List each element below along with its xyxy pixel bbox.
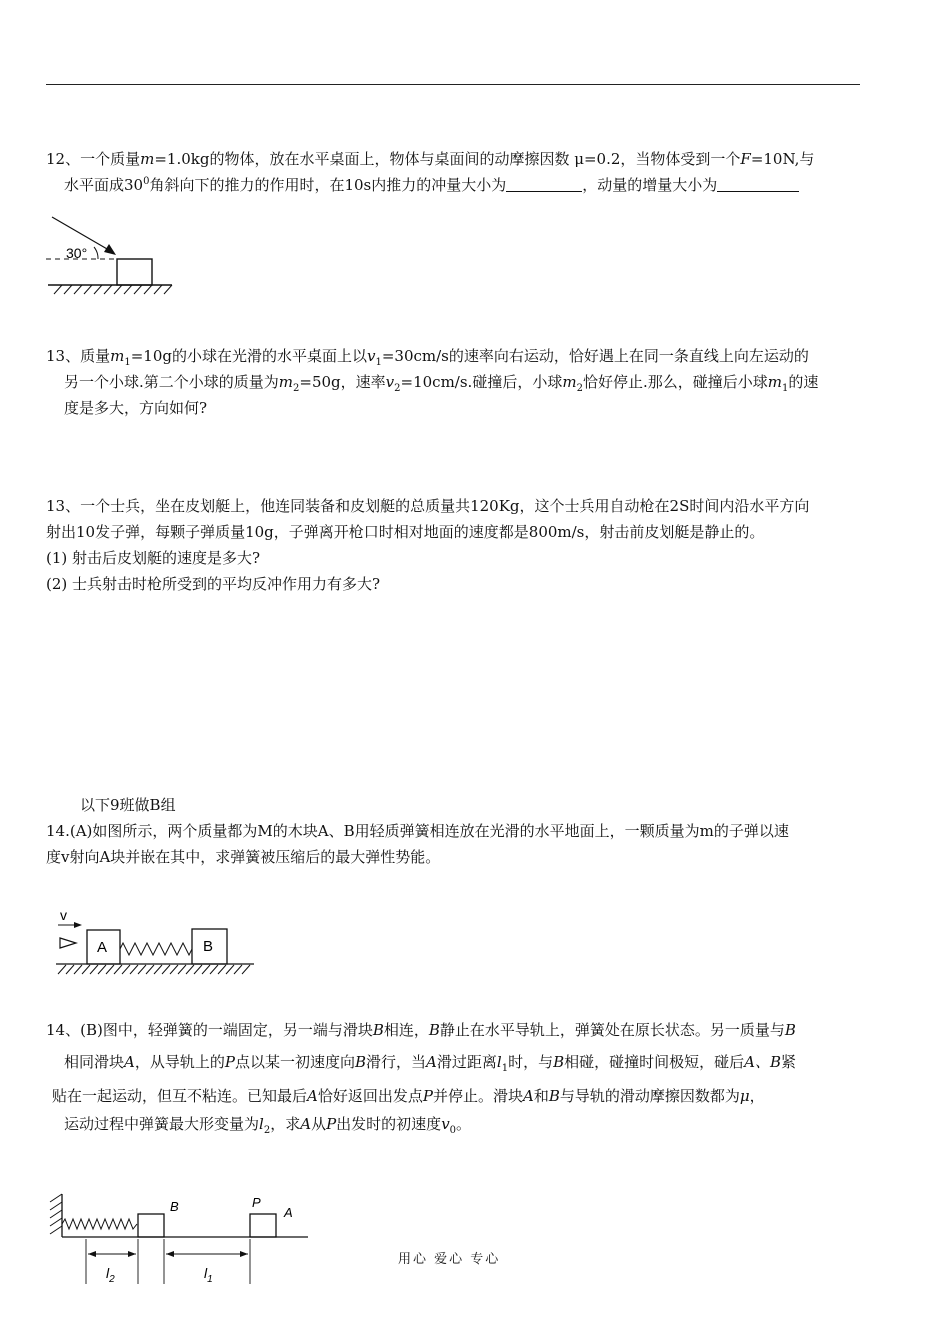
q13a-line-1: 13、质量$m_1=10g$的小球在光滑的水平桌面上以$v_1=30cm/s$的速率向右运动，恰好遇上在同一条直线上向左运动的 (46, 347, 809, 368)
arrow-left-icon (88, 1251, 96, 1257)
arrow-right-icon (240, 1251, 248, 1257)
point-p-label: P (252, 1195, 261, 1210)
question-12 (46, 146, 862, 198)
header-rule (46, 84, 860, 85)
q12-figure (40, 215, 180, 300)
q14a-line-2: 度v射向A块并嵌在其中，求弹簧被压缩后的最大弹性势能。 (46, 848, 441, 866)
q13b-line-1: 13、一个士兵，坐在皮划艇上，他连同装备和皮划艇的总质量共120Kg，这个士兵用自动枪在2S时间内沿水平方向 (46, 497, 810, 515)
question-14-a (46, 818, 862, 870)
q12-line-1: 12、一个质量m=1.0kg的物体，放在水平桌面上，物体与桌面间的动摩擦因数 μ=0.2，当物体受到一个F=10N,与 (46, 150, 815, 168)
q14b-line-3: 贴在一起运动，但互不粘连。已知最后A恰好返回出发点P并停止。滑块A和B与导轨的滑动摩擦因数都为μ， (52, 1087, 765, 1105)
q14b-line-4: 运动过程中弹簧最大形变量为$l_2$，求A从P出发时的初速度$v_0$。 (64, 1115, 472, 1136)
spring (120, 943, 192, 955)
velocity-arrow-head-icon (74, 922, 82, 928)
page-footer: 用心 爱心 专心 (398, 1252, 501, 1267)
q14b-figure (46, 1192, 314, 1284)
arrow-head-icon (104, 244, 116, 255)
wall-hatching (50, 1194, 62, 1234)
question-14-b (46, 1017, 862, 1137)
angle-label: 30° (66, 245, 88, 261)
slider-b (138, 1214, 164, 1237)
spring (62, 1219, 137, 1229)
answer-blank-impulse[interactable] (506, 177, 582, 192)
q13b-line-4: (2) 士兵射击时枪所受到的平均反冲作用力有多大? (46, 575, 381, 593)
q12-line-2: 水平面成$30^0$角斜向下的推力的作用时，在10s内推力的冲量大小为 ，动量的增量大小为 (46, 172, 862, 198)
q13a-line-2: 另一个小球.第二个小球的质量为$m_2=50g$，速率$v_2=10cm/s$.碰撞后，小球$m_2$恰好停止.那么，碰撞后小球$m_1$的速 (64, 373, 819, 394)
slider-a-label: A (284, 1205, 293, 1220)
q13a-line-3: 度是多大，方向如何? (64, 399, 208, 417)
question-13-collision (46, 343, 862, 421)
angle-arc (94, 247, 98, 259)
q14a-line-1: 14.(A)如图所示，两个质量都为M的木块A、B用轻质弹簧相连放在光滑的水平地面上，一颗质量为m的子弹以速 (46, 822, 789, 840)
section-note: 以下9班做B组 (80, 796, 176, 814)
bullet-icon (60, 938, 76, 948)
slider-a (250, 1214, 276, 1237)
block-a-label: A (97, 939, 108, 956)
question-13-soldier (46, 493, 862, 597)
q14b-line-1: 14、(B)图中，轻弹簧的一端固定，另一端与滑块B相连，B静止在水平导轨上，弹簧处在原长状态。另一质量与B (46, 1021, 796, 1039)
block-b-label: B (203, 938, 214, 955)
answer-blank-momentum[interactable] (717, 177, 799, 192)
q13b-line-3: (1) 射击后皮划艇的速度是多大? (46, 549, 261, 567)
ground-hatching (54, 285, 172, 294)
q14a-figure (50, 905, 260, 985)
dimension-l2-label: $l_2$ (106, 1265, 115, 1285)
velocity-label: v (60, 907, 67, 923)
arrow-left-icon (166, 1251, 174, 1257)
block (117, 259, 152, 285)
dimension-l1-label: $l_1$ (204, 1265, 213, 1285)
slider-b-label: B (170, 1199, 179, 1214)
q14b-line-2: 相同滑块A，从导轨上的P点以某一初速度向B滑行，当A滑过距离$l_1$时，与B相碰，碰撞时间极短，碰后A、B紧 (64, 1053, 797, 1074)
arrow-right-icon (128, 1251, 136, 1257)
ground-hatching (58, 965, 250, 974)
q13b-line-2: 射出10发子弹，每颗子弹质量10g，子弹离开枪口时相对地面的速度都是800m/s，射击前皮划艇是静止的。 (46, 523, 765, 541)
